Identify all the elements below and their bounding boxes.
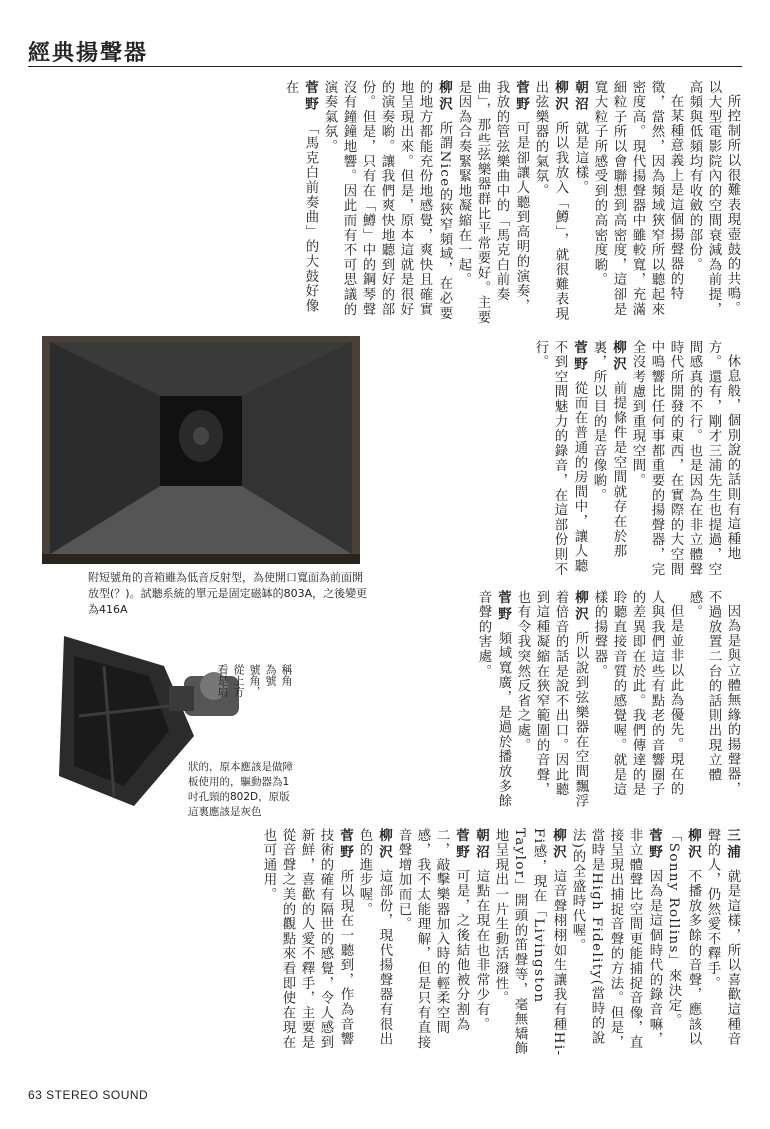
dialogue-paragraph xyxy=(703,828,742,1058)
speaker-name: 柳沢 xyxy=(685,828,701,861)
speaker-name: 柳沢 xyxy=(376,828,392,861)
dialogue-text: 所以說到弦樂器在空間飄浮着倍音的話是說不出口。因此聽到這種凝縮在狹窄範圍的音聲，也有令我突然反省之處。 xyxy=(515,590,588,809)
dialogue-text: 所控制所以很難表現壺鼓的共鳴。以大型電影院內的空間衰減為前提，高頻與低頻均有收斂的部份。 xyxy=(687,80,740,317)
speaker-name: 菅野 xyxy=(495,590,511,623)
dialogue-text: 因為是這個時代的錄音嘛，非立體聲比空間更能捕捉音像，直接呈現出捕捉音聲的方法。但是，當時是High Fidelity(當時的說法)的全盛時代喔。 xyxy=(570,828,662,1050)
dialogue-paragraph xyxy=(355,828,394,1058)
speaker-name: 朝沼 xyxy=(473,828,489,861)
dialogue-text: 可是卻讓人聽到高明的演奏，我放的管弦樂曲中的「馬克白前奏曲」，那些弦樂器群比平常要好。主要是因為合奏緊緊地凝縮在一起。 xyxy=(456,80,529,325)
dialogue-paragraph xyxy=(664,828,703,1058)
dialogue-paragraph xyxy=(320,80,454,325)
dialogue-text: 就是這樣。 xyxy=(573,121,588,195)
dialogue-text: 這點在現在也非常少有。 xyxy=(474,869,489,1032)
speaker-name: 柳沢 xyxy=(552,80,568,113)
speaker-name: 菅野 xyxy=(646,828,662,861)
dialogue-text: 從而在普通的房間中，讓人聽不到空間魅力的錄音，在這部份則不行。 xyxy=(533,340,587,577)
dialogue-text: 所以我放入「鱒」，就很難表現出弦樂器的氣氛。 xyxy=(533,80,568,322)
column-tier1 xyxy=(28,80,742,325)
speaker-name: 柳沢 xyxy=(550,828,566,861)
dialogue-paragraph xyxy=(531,80,570,325)
speaker-name: 柳沢 xyxy=(572,590,588,623)
caption-line: 號角， xyxy=(248,664,261,697)
column-tier4 xyxy=(28,828,742,1058)
dialogue-text: 所以現在一聽到，作為音響技術的確有隔世的感覺，令人感到新鮮，喜歡的人愛不釋手，主要是從音聲之美的觀點來看即使在現在也可通用。 xyxy=(261,828,353,1050)
dialogue-paragraph xyxy=(590,80,685,325)
dialogue-text: 不播放多餘的音聲，應該以「Sonny Rollins」來決定。 xyxy=(666,828,701,1047)
speaker-name: 柳沢 xyxy=(436,80,452,113)
speaker-name: 朝沼 xyxy=(572,80,588,113)
dialogue-paragraph xyxy=(474,590,513,810)
dialogue-paragraph xyxy=(531,340,589,585)
dialogue-text: 休息般，個別說的話則有這種地方。還有，剛才三浦先生也提過，空間感真的不行。也是因為在非立體聲時代所開發的東西，在實際的大空間中鳴響比任何事都重要的揚聲器，完全沒考慮到重現空間。 xyxy=(630,340,740,577)
dialogue-text: 這部份，現代揚聲器有很出色的進步喔。 xyxy=(357,828,392,1047)
speaker-name: 菅野 xyxy=(337,828,353,861)
caption-line: 從上方 xyxy=(232,664,245,697)
dialogue-paragraph xyxy=(281,80,320,325)
page-folio: 63 STEREO SOUND xyxy=(28,1088,149,1102)
dialogue-text: 就是這樣，所以喜歡這種音聲的人，仍然愛不釋手。 xyxy=(705,828,740,1047)
dialogue-paragraph xyxy=(685,590,742,810)
dialogue-text: 但是並非以此為優先。現在的人與我們這些有點老的音響圈子的差異即在於此。我們傳達的是聆聽直接音質的感覺喔。就是這樣的揚聲器。 xyxy=(592,590,683,798)
dialogue-paragraph xyxy=(570,80,590,325)
speaker-name: 三浦 xyxy=(724,828,740,861)
dialogue-paragraph xyxy=(628,340,742,585)
column-tier2 xyxy=(386,340,742,585)
speaker-name: 菅野 xyxy=(571,340,587,373)
column-tier3 xyxy=(344,590,742,810)
dialogue-paragraph xyxy=(454,80,531,325)
speaker-name: 柳沢 xyxy=(610,340,626,373)
caption-line: 為號 xyxy=(264,664,277,686)
dialogue-text: 這音聲栩栩如生讓我有種Hi-Fi感，現在「Livingston Taylor」開頭的笛聲等，毫無矯飾地呈現出一片生動活潑性。 xyxy=(493,828,566,1057)
title-rule xyxy=(28,66,742,67)
dialogue-paragraph xyxy=(685,80,742,325)
caption-line: 稱角 xyxy=(280,664,293,686)
speaker-name: 菅野 xyxy=(453,828,469,861)
dialogue-paragraph xyxy=(394,828,471,1058)
page-title: 經典揚聲器 xyxy=(28,40,149,66)
dialogue-text: 可是，之後結他被分割為二，敲擊樂器加入時的輕柔空間感，我不太能理解，但是只有直接音聲增加而已。 xyxy=(396,828,469,1050)
dialogue-text: 在某種意義上是這個揚聲器的特徵，當然，因為頻域狹窄所以聽起來密度高。現代揚聲器中雖較寬，充滿細粒子所以會聯想到高密度，這卻是寬大粒子所感受到的高密度喲。 xyxy=(592,80,683,317)
horn-cabinet-photo xyxy=(42,336,360,564)
speaker-name: 菅野 xyxy=(302,80,318,113)
dialogue-text: 所謂Nice的狹窄頻域，在必要的地方都能充份地感覺，爽快且確實地呈現出來。但是，原本這就是很好的演奏喲。讓我們爽快地聽到好的部份。但是，只有在「鱒」中的鋼琴聲沒有鐘鐘地響。因此而有不可思議的演奏氣氛。 xyxy=(322,80,452,321)
dialogue-paragraph xyxy=(471,828,491,1058)
dialogue-paragraph xyxy=(259,828,355,1058)
dialogue-text: 「馬克白前奏曲」的大鼓好像在 xyxy=(283,80,318,314)
dialogue-paragraph xyxy=(513,590,590,810)
dialogue-text: 前提條件是空間就存在於那裏，所以目的是音像喲。 xyxy=(591,340,626,559)
dialogue-text: 頻域寬廣，是過於播放多餘音聲的害處。 xyxy=(476,590,511,809)
dialogue-text: 因為是與立體無緣的揚聲器，不過放置二台的話則出現立體感。 xyxy=(687,590,740,797)
dialogue-paragraph xyxy=(589,340,628,585)
photo-caption-top: 附短號角的音箱雖為低音反射型，為使開口寬面為前面開放型(？)。試聽系統的單元是固定磁缽的803A，之後變更為416A xyxy=(88,571,368,616)
caption-line: 看是扇 xyxy=(216,664,229,697)
speaker-name: 菅野 xyxy=(513,80,529,113)
photo-caption-right xyxy=(216,664,294,754)
dialogue-paragraph xyxy=(568,828,664,1058)
photo-caption-bottom: 狀的，原本應該是做障板使用的，驅動器為1吋孔頸的802D，原版這裏應該是灰色 xyxy=(188,761,293,818)
dialogue-paragraph xyxy=(491,828,568,1058)
dialogue-paragraph xyxy=(590,590,685,810)
